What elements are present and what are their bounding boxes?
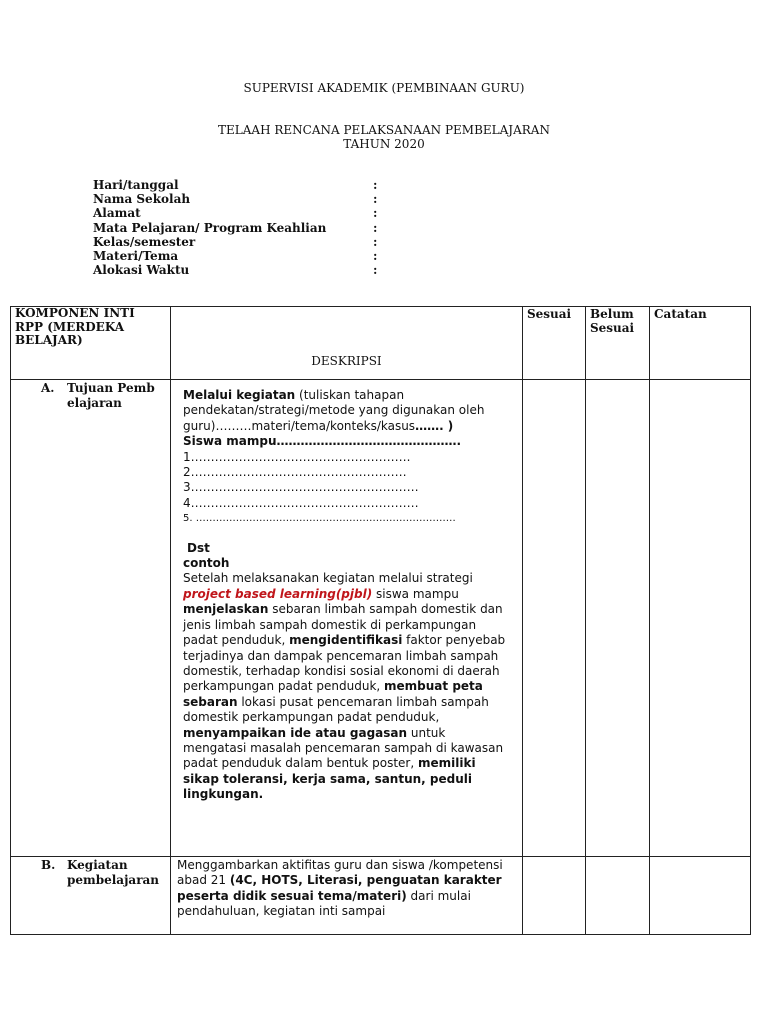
document-year: TAHUN 2020 — [343, 137, 425, 151]
section-letter: B. — [41, 858, 56, 872]
verb-menyampaikan: menyampaikan ide atau gagasan — [183, 725, 408, 740]
melalui-end: ……. ) — [415, 418, 454, 433]
info-row-school — [93, 192, 383, 206]
info-label: Mata Pelajaran/ Program Keahlian — [93, 220, 327, 235]
belum-sesuai-cell[interactable] — [586, 857, 650, 935]
info-colon: : — [373, 206, 378, 221]
info-colon: : — [373, 234, 378, 249]
info-colon: : — [373, 178, 378, 192]
list-item: 1………………………………………………. — [183, 449, 411, 464]
info-row-class — [93, 235, 383, 249]
belum-sesuai-cell[interactable] — [586, 380, 650, 857]
section-label: Tujuan Pembelajaran — [67, 381, 155, 410]
section-a-label-cell — [11, 380, 171, 857]
info-row-subject — [93, 221, 383, 235]
catatan-cell[interactable] — [650, 857, 751, 935]
example-text: lokasi pusat pencemaran limbah sampah domestik perkampungan padat penduduk, — [183, 694, 489, 725]
info-row-date — [93, 178, 383, 192]
info-colon: : — [373, 192, 378, 207]
info-colon: : — [373, 249, 378, 264]
verb-memiliki-sikap: memiliki sikap toleransi, kerja sama, santun, peduli lingkungan. — [183, 756, 476, 802]
header-belum-sesuai: Belum Sesuai — [586, 307, 650, 380]
info-row-time — [93, 263, 383, 277]
section-b-label-cell — [11, 857, 171, 935]
table-row — [11, 857, 751, 935]
info-label: Materi/Tema — [93, 249, 179, 264]
pjbl-strategy: project based learning(pjbl) — [183, 586, 373, 601]
list-item: 4………………………………………………… — [183, 495, 419, 510]
info-colon: : — [373, 220, 378, 235]
info-label: Nama Sekolah — [93, 192, 191, 207]
example-text: sebaran limbah sampah domestik dan jenis limbah sampah domestik di perkampungan padat penduduk, — [183, 602, 503, 648]
list-item: 5. …………………………………………………………………… — [183, 513, 456, 525]
example-text: Setelah melaksanakan kegiatan melalui strategi — [183, 571, 473, 586]
section-b-text: dari mulai pendahuluan, kegiatan inti sampai — [177, 888, 471, 919]
section-b-text: Menggambarkan aktifitas guru dan siswa /kompetensi abad 21 — [177, 858, 503, 888]
info-label: Alokasi Waktu — [93, 263, 190, 278]
section-b-description — [171, 857, 523, 935]
header-sesuai: Sesuai — [523, 307, 586, 380]
verb-menjelaskan: menjelaskan — [183, 602, 269, 617]
verb-mengidentifikasi: mengidentifikasi — [289, 633, 403, 648]
info-label: Kelas/semester — [93, 234, 196, 249]
info-colon: : — [373, 263, 378, 278]
identity-fields — [93, 178, 383, 277]
sesuai-cell[interactable] — [523, 380, 586, 857]
info-label: Hari/tanggal — [93, 178, 179, 192]
example-text: siswa mampu — [372, 586, 459, 601]
info-row-address — [93, 206, 383, 220]
list-item: 2……………………………………………… — [183, 465, 407, 480]
review-table — [10, 306, 751, 935]
header-komponen: KOMPONEN INTI RPP (MERDEKA BELAJAR) — [11, 307, 171, 380]
example-text: untuk mengatasi masalah pencemaran sampah di kawasan padat penduduk dalam bentuk poster, — [183, 725, 504, 771]
section-label: Kegiatan pembelajaran — [67, 858, 160, 887]
list-item: 3………………………………………………… — [183, 480, 419, 495]
info-row-material — [93, 249, 383, 263]
verb-membuat-peta: membuat peta sebaran — [183, 679, 483, 709]
melalui-text: (tuliskan tahapan pendekatan/strategi/metode yang digunakan oleh guru)………materi/tema/konteks/kasus — [183, 388, 485, 433]
melalui-kegiatan: Melalui kegiatan — [183, 388, 296, 402]
section-a-description — [171, 380, 523, 857]
table-row — [11, 380, 751, 857]
document-title: SUPERVISI AKADEMIK (PEMBINAAN GURU) — [243, 81, 525, 95]
info-label: Alamat — [93, 206, 141, 221]
contoh-label: contoh — [183, 556, 230, 571]
section-letter: A. — [41, 381, 55, 395]
dst-label: Dst — [187, 540, 210, 555]
catatan-cell[interactable] — [650, 380, 751, 857]
sesuai-cell[interactable] — [523, 857, 586, 935]
table-header-row — [11, 307, 751, 380]
example-paragraph — [175, 571, 518, 802]
section-b-bold: (4C, HOTS, Literasi, penguatan karakter peserta didik sesuai tema/materi) — [177, 873, 502, 903]
siswa-mampu: Siswa mampu………………………………………. — [183, 434, 462, 449]
example-text: faktor penyebab terjadinya dan dampak pencemaran limbah sampah domestik, terhadap kondisi sosial ekonomi di daerah perkampungan padat penduduk, — [183, 633, 506, 694]
header-deskripsi: DESKRIPSI — [171, 307, 523, 380]
document-subtitle: TELAAH RENCANA PELAKSANAAN PEMBELAJARAN — [218, 123, 550, 137]
header-catatan: Catatan — [650, 307, 751, 380]
